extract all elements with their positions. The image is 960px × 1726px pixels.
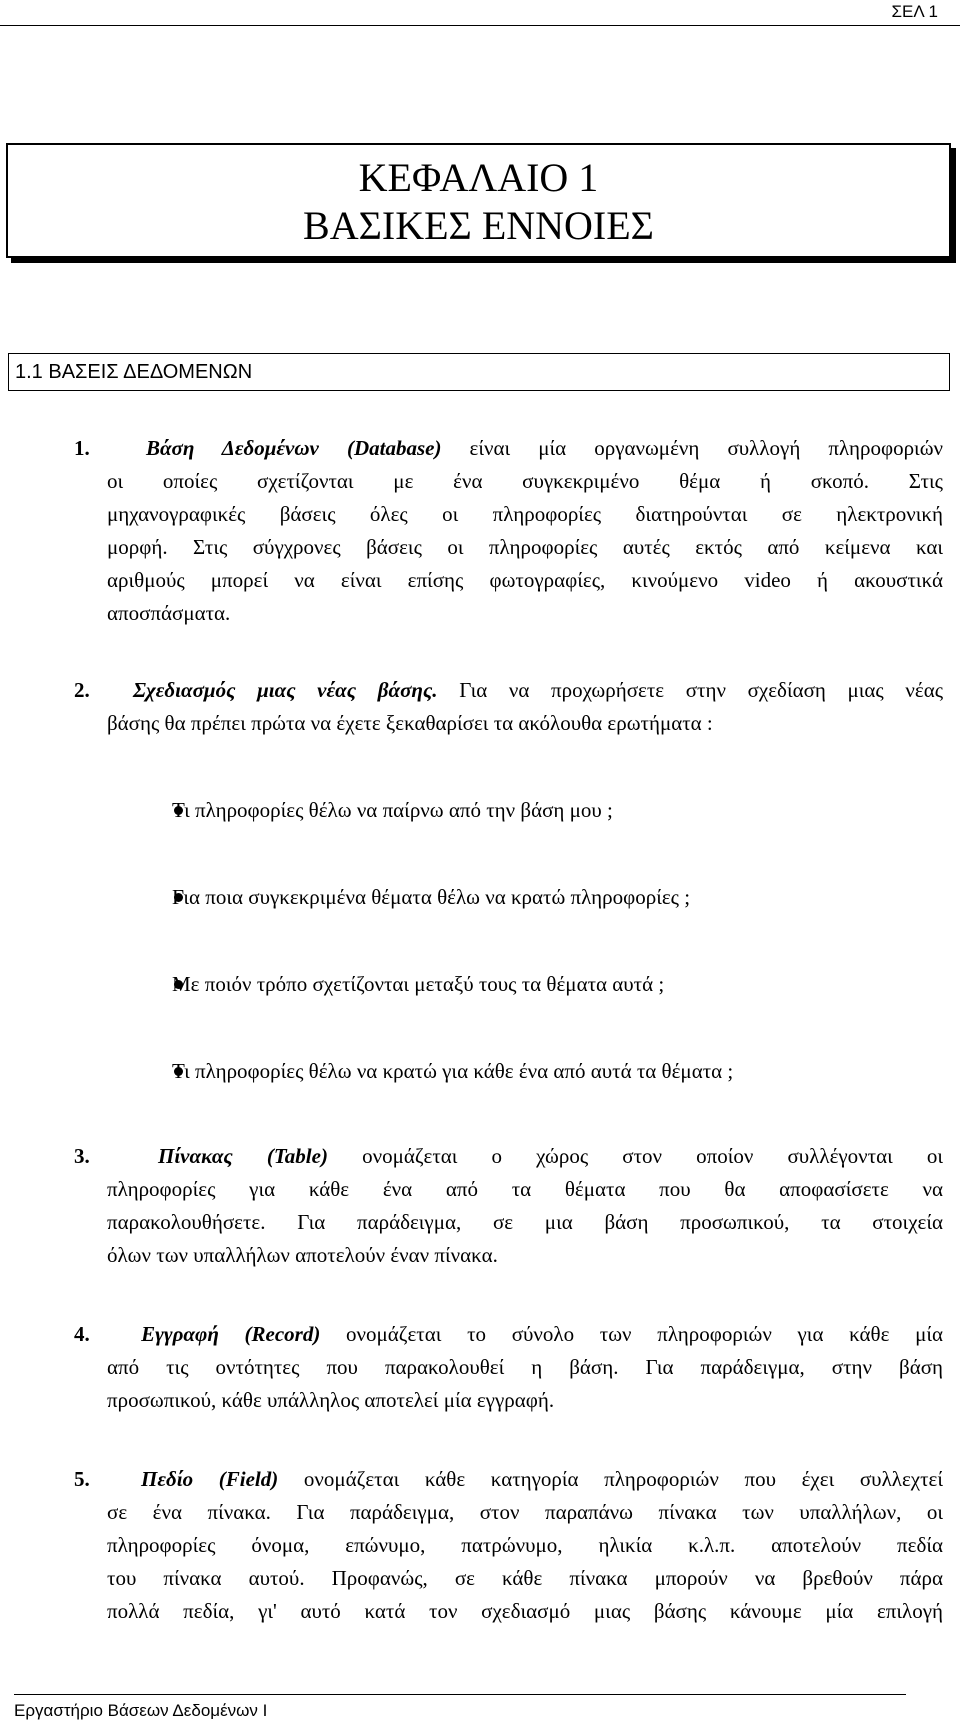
item-text: του πίνακα αυτού. Προφανώς, σε κάθε πίνακα μπορούν να βρεθούν πάρα (107, 1566, 943, 1590)
item-text: πολλά πεδία, γι' αυτό κατά τον σχεδιασμό μιας βάσης κάνουμε μία επιλογή (107, 1599, 943, 1623)
item-number: 2. (74, 678, 90, 702)
term-table: Πίνακας (Table) (157, 1144, 328, 1168)
item-text: πληροφορίες όνομα, επώνυμο, πατρώνυμο, ηλικία κ.λ.π. αποτελούν πεδία (107, 1533, 943, 1557)
footer-text: Εργαστήριο Βάσεων Δεδομένων Ι (14, 1701, 268, 1720)
item-number: 3. (74, 1144, 90, 1168)
page-number-label: ΣΕΛ 1 (891, 2, 938, 21)
item-text: ονομάζεται το σύνολο των πληροφοριών για κάθε μία (346, 1322, 944, 1346)
chapter-number: ΚΕΦΑΛΑΙΟ 1 (358, 155, 599, 200)
definition-design (74, 674, 943, 740)
footer-rule (14, 1694, 906, 1695)
item-text: μηχανογραφικές βάσεις όλες οι πληροφορίες διατηρούνται σε ηλεκτρονική (107, 502, 943, 526)
section-heading: 1.1 ΒΑΣΕΙΣ ΔΕΔΟΜΕΝΩΝ (8, 353, 950, 391)
item-text: από τις οντότητες που παρακολουθεί η βάση. Για παράδειγμα, στην βάση (107, 1355, 943, 1379)
item-text: βάσης θα πρέπει πρώτα να έχετε ξεκαθαρίσει τα ακόλουθα ερωτήματα : (107, 711, 713, 735)
item-text: πληροφορίες για κάθε ένα από τα θέματα που θα αποφασίσετε να (107, 1177, 943, 1201)
chapter-title-box (6, 143, 951, 258)
term-record: Εγγραφή (Record) (141, 1322, 321, 1346)
definition-record (74, 1318, 943, 1417)
item-text: ονομάζεται κάθε κατηγορία πληροφοριών που έχει συλλεχτεί (303, 1467, 943, 1491)
item-text: οι οποίες σχετίζονται με ένα συγκεκριμένο θέμα ή σκοπό. Στις (107, 469, 943, 493)
definition-database (74, 432, 943, 630)
item-number: 1. (74, 436, 90, 460)
item-number: 5. (74, 1467, 90, 1491)
chapter-title: ΒΑΣΙΚΕΣ ΕΝΝΟΙΕΣ (303, 203, 654, 248)
item-text: σε ένα πίνακα. Για παράδειγμα, στον παραπάνω πίνακα των υπαλλήλων, οι (107, 1500, 943, 1524)
item-number: 4. (74, 1322, 90, 1346)
item-text: προσωπικού, κάθε υπάλληλος αποτελεί μία εγγραφή. (107, 1388, 555, 1412)
term-design: Σχεδιασμός μιας νέας βάσης. (133, 678, 438, 702)
bullet-item: Τι πληροφορίες θέλω να παίρνω από την βάση μου ; (172, 798, 613, 822)
bullet-item: Με ποιόν τρόπο σχετίζονται μεταξύ τους τα θέματα αυτά ; (172, 972, 665, 996)
header-rule (0, 25, 960, 26)
item-text: ονομάζεται ο χώρος στον οποίον συλλέγονται οι (362, 1144, 944, 1168)
bullet-item: Για ποια συγκεκριμένα θέματα θέλω να κρατώ πληροφορίες ; (172, 885, 691, 909)
item-text: αποσπάσματα. (107, 601, 231, 625)
definition-field (74, 1463, 943, 1628)
item-text: παρακολουθήσετε. Για παράδειγμα, σε μια βάση προσωπικού, τα στοιχεία (107, 1210, 943, 1234)
item-text: μορφή. Στις σύγχρονες βάσεις οι πληροφορίες αυτές εκτός από κείμενα και (107, 535, 943, 559)
term-field: Πεδίο (Field) (141, 1467, 279, 1491)
item-text: είναι μία οργανωμένη συλλογή πληροφοριών (469, 436, 944, 460)
item-text: Για να προχωρήσετε στην σχεδίαση μιας νέας (459, 678, 944, 702)
term-database: Βάση Δεδομένων (Database) (145, 436, 442, 460)
bullet-item: Τι πληροφορίες θέλω να κρατώ για κάθε ένα από αυτά τα θέματα ; (172, 1059, 734, 1083)
item-text: αριθμούς μπορεί να είναι επίσης φωτογραφίες, κινούμενο video ή ακουστικά (107, 568, 943, 592)
item-text: όλων των υπαλλήλων αποτελούν έναν πίνακα. (107, 1243, 498, 1267)
definition-table (74, 1140, 943, 1272)
